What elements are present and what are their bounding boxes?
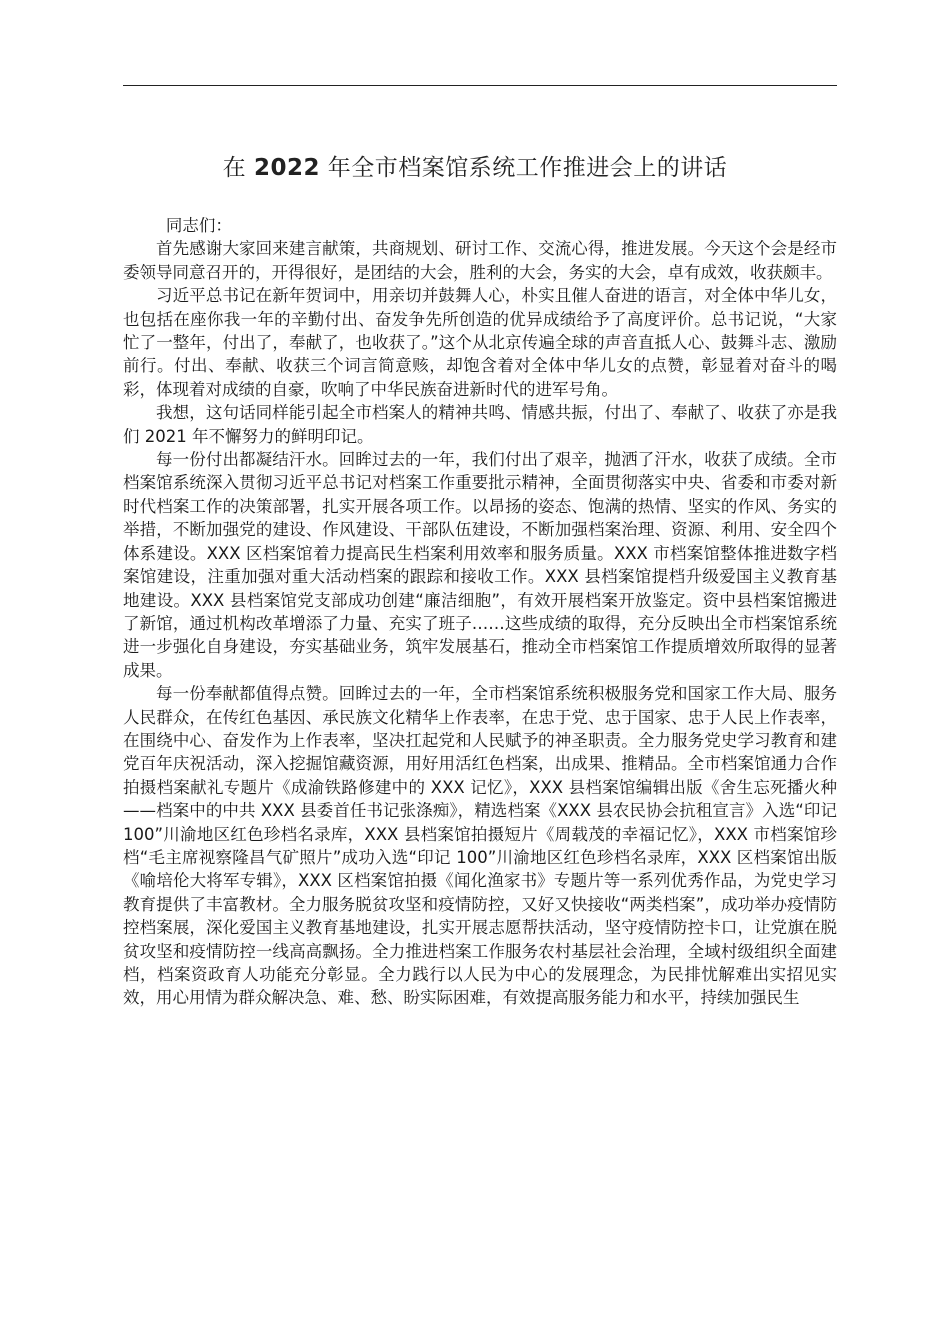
title-suffix: 年全市档案馆系统工作推进会上的讲话 bbox=[320, 155, 728, 181]
header-rule bbox=[123, 85, 837, 86]
paragraph-3: 我想，这句话同样能引起全市档案人的精神共鸣、情感共振，付出了、奉献了、收获了亦是我们 2021 年不懈努力的鲜明印记。 bbox=[123, 403, 837, 446]
paragraph-4: 每一份付出都凝结汗水。回眸过去的一年，我们付出了艰辛，抛洒了汗水，收获了成绩。全市档案馆系统深入贯彻习近平总书记对档案工作重要批示精神，全面贯彻落实中央、省委和市委对新时代档案工作的决策部署，扎实开展各项工作。以昂扬的姿态、饱满的热情、坚实的作风、务实的举措，不断加强党的建设、作风建设、干部队伍建设，不断加强档案治理、资源、利用、安全四个体系建设。XXX 区档案馆着力提高民生档案利用效率和服务质量。XXX 市档案馆整体推进数字档案馆建设，注重加强对重大活动档案的跟踪和接收工作。XXX 县档案馆提档升级爱国主义教育基地建设。XXX 县档案馆党支部成功创建“廉洁细胞”，有效开展档案开放鉴定。资中县档案馆搬进了新馆，通过机构改革增添了力量、充实了班子……这些成绩的取得，充分反映出全市档案馆系统进一步强化自身建设，夯实基础业务，筑牢发展基石，推动全市档案馆工作提质增效所取得的显著成果。 bbox=[123, 450, 837, 680]
paragraph-5: 每一份奉献都值得点赞。回眸过去的一年，全市档案馆系统积极服务党和国家工作大局、服务人民群众，在传红色基因、承民族文化精华上作表率，在忠于党、忠于国家、忠于人民上作表率，在围绕中心、奋发作为上作表率，坚决扛起党和人民赋予的神圣职责。全力服务党史学习教育和建党百年庆祝活动，深入挖掘馆藏资源，用好用活红色档案，出成果、推精品。全市档案馆通力合作拍摄档案献礼专题片《成渝铁路修建中的 XXX 记忆》，XXX 县档案馆编辑出版《舍生忘死播火种——档案中的中共 XXX 县委首任书记张涤痴》，精选档案《XXX 县农民协会抗租宣言》入选“印记 100”川渝地区红色珍档名录库，XXX 县档案馆拍摄短片《周载茂的幸福记忆》，XXX 市档案馆珍档“毛主席视察隆昌气矿照片”成功入选“印记 100”川渝地区红色珍档名录库，XXX 区档案馆出版《喻培伦大将军专辑》，XXX 区档案馆拍摄《闻化渔家书》专题片等一系列优秀作品，为党史学习教育提供了丰富教材。全力服务脱贫攻坚和疫情防控，又好又快接收“两类档案”，成功举办疫情防控档案展，深化爱国主义教育基地建设，扎实开展志愿帮扶活动，坚守疫情防控卡口，让党旗在脱贫攻坚和疫情防控一线高高飘扬。全力推进档案工作服务农村基层社会治理，全域村级组织全面建档，档案资政育人功能充分彰显。全力践行以人民为中心的发展理念，为民排忧解难出实招见实效，用心用情为群众解决急、难、愁、盼实际困难，有效提高服务能力和水平，持续加强民生 bbox=[123, 684, 837, 1008]
paragraph-1: 首先感谢大家回来建言献策，共商规划、研讨工作、交流心得，推进发展。今天这个会是经市委领导同意召开的，开得很好，是团结的大会，胜利的大会，务实的大会，卓有成效，收获颇丰。 bbox=[123, 239, 837, 282]
salutation: 同志们： bbox=[165, 216, 232, 235]
title-year: 2022 bbox=[253, 155, 320, 181]
title-prefix: 在 bbox=[222, 155, 254, 181]
document-body bbox=[123, 214, 837, 1010]
paragraph-2: 习近平总书记在新年贺词中，用亲切并鼓舞人心，朴实且催人奋进的语言，对全体中华儿女，也包括在座你我一年的辛勤付出、奋发争先所创造的优异成绩给予了高度评价。总书记说，“大家忙了一整年，付出了，奉献了，也收获了。”这个从北京传遍全球的声音直抵人心、鼓舞斗志、激励前行。付出、奉献、收获三个词言简意赅，却饱含着对全体中华儿女的点赞，彰显着对奋斗的喝彩，体现着对成绩的自豪，吹响了中华民族奋进新时代的进军号角。 bbox=[123, 286, 837, 399]
document-title bbox=[0, 150, 950, 186]
